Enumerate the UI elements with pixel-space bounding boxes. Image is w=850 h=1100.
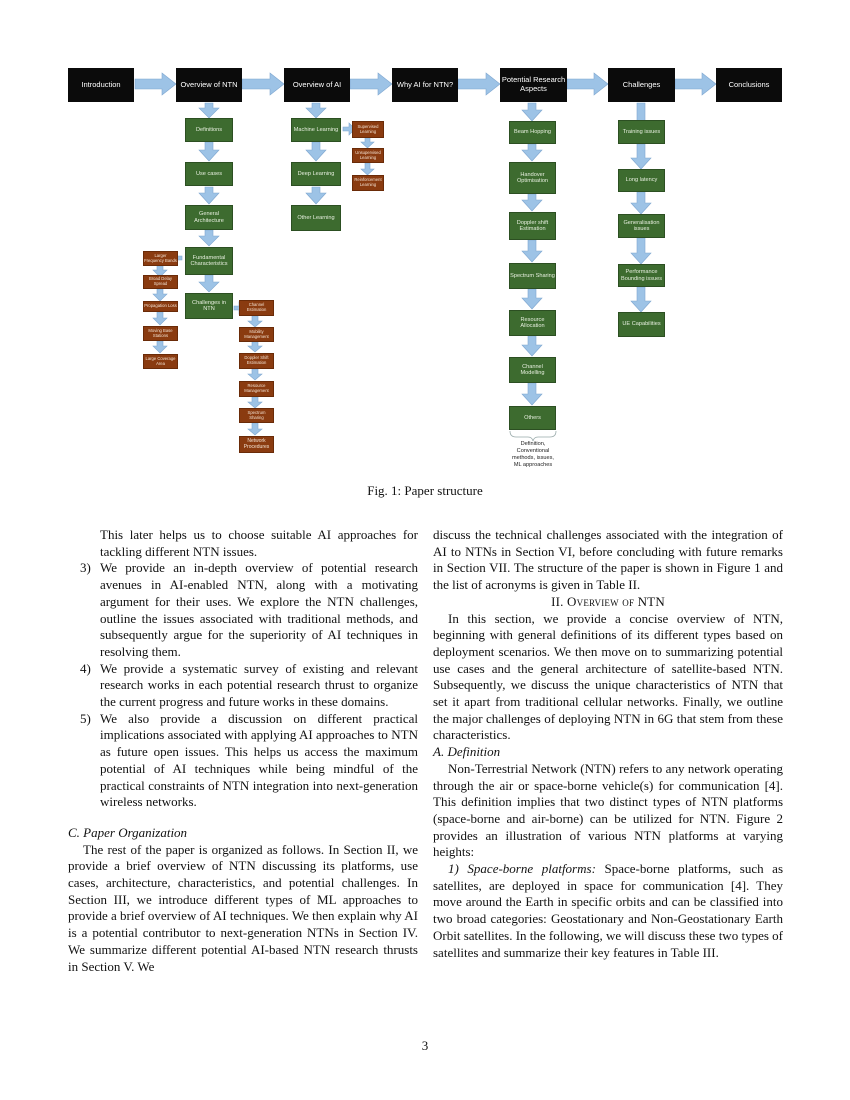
- right-column: [433, 527, 783, 961]
- challenge-latency: Long latency: [618, 169, 665, 192]
- definition-para: Non-Terrestrial Network (NTN) refers to any network operating through the air or space-borne vehicle(s) for communication [4]. This definition implies that two distinct types of NTN platforms (space-borne and air-borne) can be utilized for NTN. Figure 2 provides an illustration of various NTN platforms at varying heights:: [433, 760, 783, 860]
- ml-unsupervised: Unsupervised Learning: [352, 148, 384, 163]
- chal-doppler: Doppler Shift Estimation: [239, 353, 274, 369]
- challenge-generalisation: Generalisation issues: [618, 214, 665, 238]
- char-larger-frequency: Larger Frequency Bands: [143, 251, 178, 266]
- paper-structure-figure: [0, 0, 850, 510]
- definition-heading: A. Definition: [433, 744, 501, 760]
- page-number: 3: [421, 1038, 429, 1053]
- chal-channel-estimation: Channel Estimation: [239, 300, 274, 316]
- right-continuation: discuss the technical challenges associated with the integration of AI to NTNs in Section VI, before concluding with future remarks in Section VII. The structure of the paper is shown in Figure 1 and the list of acronyms is given in Table II.: [433, 527, 783, 593]
- flow-introduction: Introduction: [68, 68, 134, 102]
- char-large-coverage: Large Coverage Area: [143, 354, 178, 369]
- flow-research-aspects: Potential Research Aspects: [500, 68, 567, 102]
- chal-network-procedures: Network Procedures: [239, 436, 274, 453]
- flow-conclusions: Conclusions: [716, 68, 782, 102]
- section-heading: II. Overview of NTN: [551, 593, 665, 609]
- paper-organization-heading: C. Paper Organization: [68, 824, 188, 840]
- ai-other-learning: Other Learning: [291, 205, 341, 231]
- ntn-challenges: Challenges in NTN: [185, 293, 233, 319]
- challenge-ue: UE Capabilities: [618, 312, 665, 337]
- figure-caption: Fig. 1: Paper structure: [367, 483, 483, 498]
- ml-supervised: Supervised Learning: [352, 121, 384, 138]
- space-borne-para: 1) Space-borne platforms: Space-borne platforms, such as satellites, are deployed in space for communication [4]. They move around the Earth in specific orbits and can be classified into two broad categories: Geostationary and Non-Geostationary Earth Orbit satellites. In the following, we will discuss these two types of satellites and summarize their key features in Table III.: [433, 861, 784, 960]
- contribution-item-4: 4) We provide a systematic survey of existing and relevant research works in each potential research thrust to organize the current progress and future works in these domains.: [80, 660, 418, 710]
- flow-challenges: Challenges: [608, 68, 675, 102]
- chal-resource: Resource Management: [239, 381, 274, 397]
- list-continuation: This later helps us to choose suitable AI approaches for tackling different NTN issues.: [100, 527, 418, 559]
- section-intro-para: In this section, we provide a concise overview of NTN, beginning with general definitions of its different types based on deployment scenarios. We then move on to summarizing potential use cases and the general architecture of satellite-based NTN. Subsequently, we discuss the unique characteristics of NTN that set it apart from traditional cellular networks. Finally, we outline the major challenges of deploying NTN in 6G that stem from these characteristics.: [433, 610, 783, 743]
- flow-overview-ntn: Overview of NTN: [176, 68, 242, 102]
- paper-organization-para: The rest of the paper is organized as follows. In Section II, we provide a brief overview of NTN discussing its platforms, use cases, architecture, characteristics, and potential challenges. In Section III, we introduce different types of ML approaches to provide a brief overview of AI techniques. We then explain why AI is a potential contributor to next-generation NTNs in Section IV. We summarize different potential AI-based NTN research thrusts in Section V. We: [68, 841, 418, 974]
- ai-machine-learning: Machine Learning: [291, 118, 341, 142]
- ml-reinforcement: Reinforcement Learning: [352, 175, 384, 191]
- research-channel: Channel Modelling: [509, 357, 556, 383]
- research-beam-hopping: Beam Hopping: [509, 121, 556, 144]
- challenge-performance: Performance Bounding issues: [618, 264, 665, 287]
- research-resource: Resource Allocation: [509, 310, 556, 336]
- ntn-definitions: Definitions: [185, 118, 233, 142]
- challenge-training: Training issues: [618, 120, 665, 144]
- contribution-item-3: 3) We provide an in-depth overview of potential research avenues in AI-enabled NTN, along with a motivating argument for their uses. We explore the NTN challenges, outline the issues associated with traditional methods, and subsequently argue for the superiority of AI techniques in resolving them.: [80, 560, 418, 659]
- char-propagation-loss: Propagation Loss: [143, 301, 178, 312]
- ntn-use-cases: Use cases: [185, 162, 233, 186]
- flow-why-ai: Why AI for NTN?: [392, 68, 458, 102]
- research-others: Others: [509, 406, 556, 430]
- chal-spectrum: Spectrum Sharing: [239, 408, 274, 423]
- ntn-fundamental-characteristics: Fundamental Characteristics: [185, 247, 233, 275]
- research-doppler: Doppler shift Estimation: [509, 212, 556, 240]
- contribution-item-5: 5) We also provide a discussion on different practical implications associated with applying AI approaches to NTN as future open issues. This helps us access the maximum potential of AI techniques while being mindful of the practical constraints of NTN integration into next-generation wireless networks.: [80, 710, 418, 810]
- char-moving-bs: Moving Base Stations: [143, 326, 178, 341]
- char-broad-delay: Broad Delay Spread: [143, 275, 178, 289]
- research-note: Definition, Conventional methods, issues, ML approaches: [512, 441, 554, 468]
- ntn-general-architecture: General Architecture: [185, 205, 233, 230]
- research-spectrum: Spectrum Sharing: [509, 263, 556, 289]
- research-handover: Handover Optimisation: [509, 162, 556, 194]
- space-borne-label: 1) Space-borne platforms:: [448, 861, 596, 877]
- flow-overview-ai: Overview of AI: [284, 68, 350, 102]
- ai-deep-learning: Deep Learning: [291, 162, 341, 186]
- chal-mobility: Mobility Management: [239, 327, 274, 342]
- left-column: [68, 527, 418, 975]
